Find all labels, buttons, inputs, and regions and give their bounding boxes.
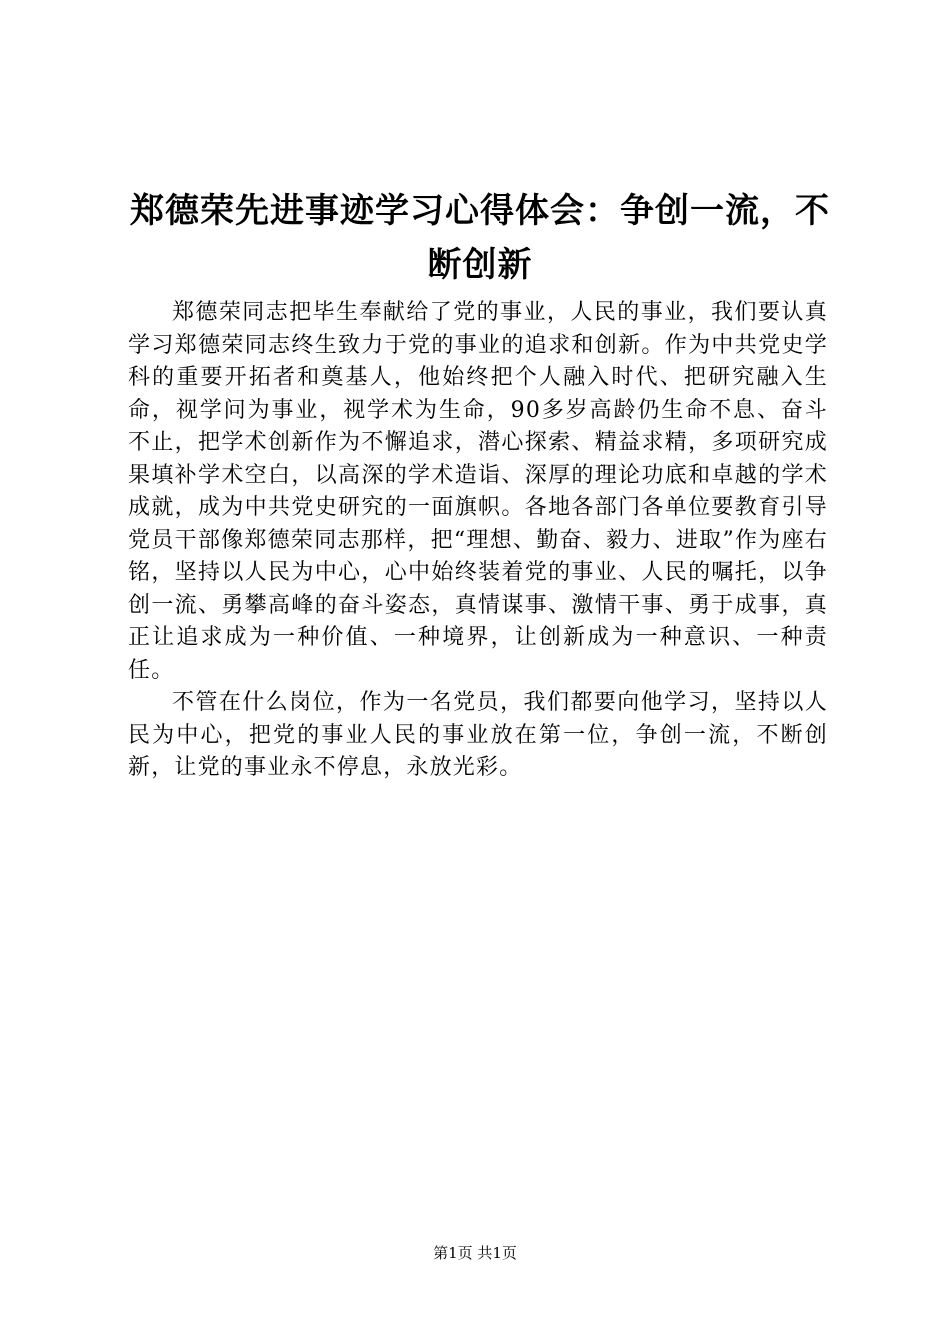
- paragraph-2: 不管在什么岗位，作为一名党员，我们都要向他学习，坚持以人民为中心，把党的事业人民的事业放在第一位，争创一流，不断创新，让党的事业永不停息，永放光彩。: [128, 690, 828, 780]
- paragraph-1: 郑德荣同志把毕生奉献给了党的事业，人民的事业，我们要认真学习郑德荣同志终生致力于党的事业的追求和创新。作为中共党史学科的重要开拓者和奠基人，他始终把个人融入时代、把研究融入生命，视学问为事业，视学术为生命，90多岁高龄仍生命不息、奋斗不止，把学术创新作为不懈追求，潜心探索、精益求精，多项研究成果填补学术空白，以高深的学术造诣、深厚的理论功底和卓越的学术成就，成为中共党史研究的一面旗帜。各地各部门各单位要教育引导党员干部像郑德荣同志那样，把“理想、勤奋、毅力、进取”作为座右铭，坚持以人民为中心，心中始终装着党的事业、人民的嘱托，以争创一流、勇攀高峰的奋斗姿态，真情谋事、激情干事、勇于成事，真正让追求成为一种价值、一种境界，让创新成为一种意识、一种责任。: [128, 300, 828, 683]
- page-footer: 第1页 共1页: [433, 1244, 517, 1262]
- document-body: [128, 297, 828, 785]
- document-title: 郑德荣先进事迹学习心得体会：争创一流，不断创新: [130, 191, 830, 285]
